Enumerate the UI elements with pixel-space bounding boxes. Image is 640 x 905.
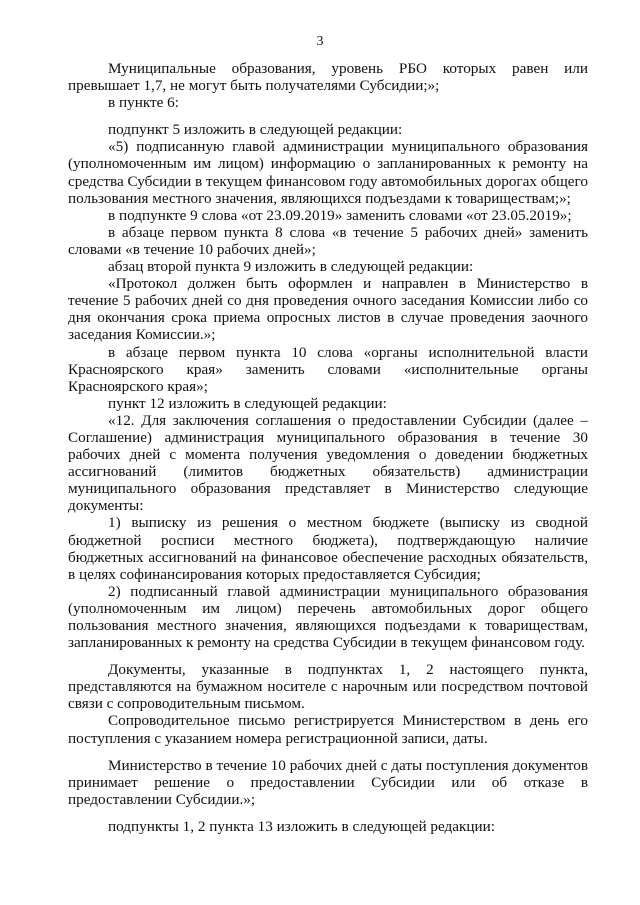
paragraph: «Протокол должен быть оформлен и направлен в Министерство в течение 5 рабочих дней со дня проведения очного заседания Комиссии либо со дня окончания срока приема опросных листов в случае проведения заочного заседания Комиссии.»; xyxy=(68,275,588,344)
paragraph: в абзаце первом пункта 8 слова «в течение 5 рабочих дней» заменить словами «в течение 10 рабочих дней»; xyxy=(68,223,588,258)
page-number: 3 xyxy=(316,34,324,49)
paragraph: пункт 12 изложить в следующей редакции: xyxy=(108,394,387,412)
paragraph: Министерство в течение 10 рабочих дней с даты поступления документов принимает решение о предоставлении Субсидии или об отказе в предоставлении Субсидии.»; xyxy=(68,756,588,808)
paragraph: подпункты 1, 2 пункта 13 изложить в следующей редакции: xyxy=(108,817,495,835)
paragraph: 2) подписанный главой администрации муниципального образования (уполномоченным им лицом) перечень автомобильных дорог общего пользования местного значения, являющихся подъездами к товариществам, запланированных к ремонту на средства Субсидии в текущем финансовом году. xyxy=(68,582,588,652)
paragraph: в подпункте 9 слова «от 23.09.2019» заменить словами «от 23.05.2019»; xyxy=(108,206,572,224)
paragraph: «5) подписанную главой администрации муниципального образования (уполномоченным им лицом) информацию о запланированных к ремонту на средства Субсидии в текущем финансовом году автомобильных дорогах общего пользования местного значения, являющихся подъездами к товариществам;»; xyxy=(68,138,588,207)
document-body xyxy=(68,60,588,835)
paragraph: 1) выписку из решения о местном бюджете (выписку из сводной бюджетной росписи местного бюджета), подтверждающую наличие бюджетных ассигнований на финансовое обеспечение расходных обязательств, в целях софинансирования которых предоставляется Субсидия; xyxy=(68,514,588,583)
paragraph: Документы, указанные в подпунктах 1, 2 настоящего пункта, представляются на бумажном носителе с нарочным или посредством почтовой связи с сопроводительным письмом. xyxy=(68,661,588,713)
paragraph: Сопроводительное письмо регистрируется Министерством в день его поступления с указанием номера регистрационной записи, даты. xyxy=(68,712,588,747)
paragraph: в абзаце первом пункта 10 слова «органы исполнительной власти Красноярского края» заменить словами «исполнительные органы Красноярского края»; xyxy=(68,343,588,395)
paragraph: в пункте 6: xyxy=(108,94,179,112)
paragraph: абзац второй пункта 9 изложить в следующей редакции: xyxy=(108,258,474,276)
paragraph: подпункт 5 изложить в следующей редакции: xyxy=(108,121,403,139)
paragraph: Муниципальные образования, уровень РБО которых равен или превышает 1,7, не могут быть получателями Субсидии;»; xyxy=(68,60,588,95)
paragraph: «12. Для заключения соглашения о предоставлении Субсидии (далее – Соглашение) администрация муниципального образования в течение 30 рабочих дней с момента получения уведомления о доведении бюджетных ассигнований (лимитов бюджетных обязательств) администрации муниципального образования представляет в Министерство следующие документы: xyxy=(68,411,588,515)
